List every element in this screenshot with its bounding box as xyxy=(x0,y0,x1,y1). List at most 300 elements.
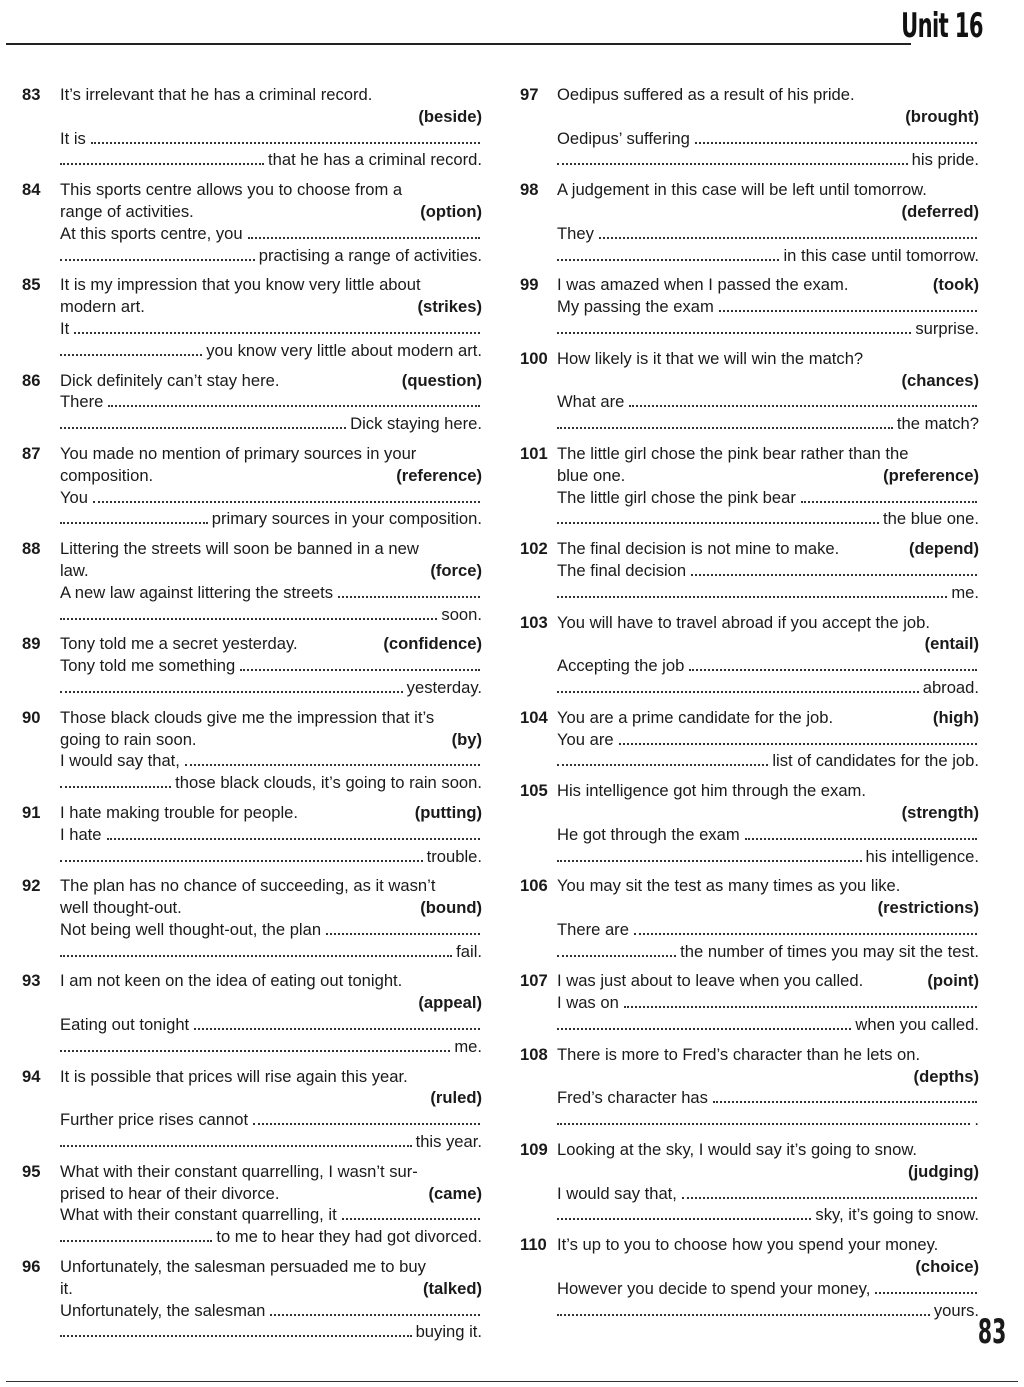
answer-line xyxy=(557,1087,979,1109)
answer-blank xyxy=(557,691,919,693)
answer-start: What with their constant quarrelling, it xyxy=(60,1205,337,1225)
prompt-sentence: You are a prime candidate for the job. xyxy=(557,707,834,727)
footer-rule xyxy=(6,1381,1018,1382)
keyword: (depths) xyxy=(913,1066,979,1086)
exercise-item xyxy=(520,538,979,603)
exercise-item xyxy=(22,1066,482,1153)
answer-blank xyxy=(557,860,862,862)
answer-blank xyxy=(557,955,676,957)
answer-blank xyxy=(270,1314,480,1316)
answer-end: those black clouds, it’s going to rain soon. xyxy=(175,773,482,793)
answer-line xyxy=(60,413,482,435)
prompt-sentence: You may sit the test as many times as you like. xyxy=(557,876,901,896)
exercise-item xyxy=(22,179,482,266)
prompt-sentence: Tony told me a secret yesterday. xyxy=(60,634,298,654)
answer-blank xyxy=(338,596,480,598)
prompt-sentence-continued: law. xyxy=(60,560,89,580)
answer-start: I was on xyxy=(557,993,619,1013)
answer-blank xyxy=(60,1240,212,1242)
answer-blank xyxy=(557,596,947,598)
answer-end: the match? xyxy=(896,414,979,434)
answer-line xyxy=(60,846,482,868)
answer-blank xyxy=(557,1028,851,1030)
prompt-sentence: The little girl chose the pink bear rather than the xyxy=(557,443,909,463)
prompt-sentence: It’s irrelevant that he has a criminal record. xyxy=(60,85,373,104)
answer-line xyxy=(60,149,482,171)
answer-end: his intelligence. xyxy=(865,846,979,866)
answer-line xyxy=(557,1014,979,1036)
keyword: (talked) xyxy=(422,1278,482,1298)
item-number: 95 xyxy=(22,1161,41,1181)
answer-blank xyxy=(745,838,977,840)
answer-line xyxy=(557,1109,979,1131)
answer-blank xyxy=(719,310,977,312)
answer-start: My passing the exam xyxy=(557,297,714,317)
answer-line xyxy=(557,560,979,582)
item-number: 110 xyxy=(520,1235,547,1255)
item-number: 90 xyxy=(22,707,41,727)
prompt-sentence: Dick definitely can’t stay here. xyxy=(60,370,280,390)
exercise-item xyxy=(22,274,482,361)
answer-line xyxy=(557,1300,979,1322)
keyword: (took) xyxy=(932,275,979,295)
keyword: (restrictions) xyxy=(877,898,979,918)
exercise-item xyxy=(22,633,482,698)
prompt-sentence-continued: it. xyxy=(60,1278,73,1298)
answer-line xyxy=(557,655,979,677)
answer-start: There xyxy=(60,392,104,412)
answer-line xyxy=(557,824,979,846)
answer-blank xyxy=(634,933,977,935)
answer-blank xyxy=(60,1335,412,1337)
answer-blank xyxy=(74,332,480,334)
answer-line xyxy=(60,677,482,699)
answer-blank xyxy=(557,259,779,261)
prompt-line xyxy=(557,707,979,729)
keyword: (came) xyxy=(428,1183,482,1203)
answer-end: soon. xyxy=(441,604,482,624)
answer-end: in this case until tomorrow. xyxy=(783,245,979,265)
keyword: (by) xyxy=(451,729,482,749)
exercise-item xyxy=(520,443,979,530)
prompt-sentence: There is more to Fred’s character than he lets on. xyxy=(557,1044,921,1064)
item-number: 106 xyxy=(520,876,548,896)
answer-blank xyxy=(60,427,346,429)
item-number: 104 xyxy=(520,707,548,727)
answer-blank xyxy=(60,691,403,693)
answer-end: trouble. xyxy=(426,846,482,866)
keyword: (putting) xyxy=(414,802,482,822)
item-number: 85 xyxy=(22,275,41,295)
prompt-line xyxy=(557,465,979,487)
answer-line xyxy=(557,508,979,530)
answer-start: You xyxy=(60,487,89,507)
answer-blank xyxy=(60,354,202,356)
answer-line xyxy=(557,941,979,963)
keyword: (bound) xyxy=(420,898,482,918)
answer-end: me. xyxy=(951,582,979,602)
answer-start: Tony told me something xyxy=(60,656,236,676)
answer-blank xyxy=(60,163,264,165)
exercise-item xyxy=(22,1256,482,1343)
keyword: (question) xyxy=(401,370,482,390)
answer-line xyxy=(60,772,482,794)
prompt-sentence-continued: composition. xyxy=(60,465,154,485)
answer-end: this year. xyxy=(415,1132,482,1152)
item-number: 86 xyxy=(22,370,41,390)
keyword: (depend) xyxy=(908,539,979,559)
exercise-item xyxy=(520,1139,979,1226)
answer-line xyxy=(60,750,482,772)
page-number: 83 xyxy=(977,1312,1006,1352)
answer-line xyxy=(60,391,482,413)
answer-end: primary sources in your composition. xyxy=(211,509,482,529)
answer-end: fail. xyxy=(456,941,482,961)
answer-blank xyxy=(691,574,977,576)
answer-blank xyxy=(60,259,255,261)
answer-start: Further price rises cannot xyxy=(60,1110,249,1130)
answer-line xyxy=(557,846,979,868)
answer-line xyxy=(60,1204,482,1226)
answer-line xyxy=(60,604,482,626)
answer-line xyxy=(557,582,979,604)
answer-blank xyxy=(240,669,480,671)
prompt-sentence: It is my impression that you know very little about xyxy=(60,275,421,295)
answer-blank xyxy=(108,405,480,407)
prompt-sentence: I am not keen on the idea of eating out tonight. xyxy=(60,971,403,991)
answer-blank xyxy=(557,427,893,429)
answer-line xyxy=(557,128,979,150)
keyword: (chances) xyxy=(901,370,979,390)
answer-start: What are xyxy=(557,392,625,412)
prompt-line xyxy=(60,1183,482,1205)
exercise-item xyxy=(22,1161,482,1248)
answer-end: . xyxy=(974,1110,979,1130)
item-number: 83 xyxy=(22,85,41,104)
answer-end: that he has a criminal record. xyxy=(268,150,482,170)
answer-blank xyxy=(60,860,423,862)
keyword: (choice) xyxy=(915,1257,979,1277)
prompt-sentence-continued: prised to hear of their divorce. xyxy=(60,1183,280,1203)
answer-blank xyxy=(194,1028,480,1030)
answer-start: I would say that, xyxy=(60,751,180,771)
answer-start: You are xyxy=(557,729,614,749)
prompt-sentence: Oedipus suffered as a result of his pride. xyxy=(557,85,855,104)
prompt-sentence: You will have to travel abroad if you accept the job. xyxy=(557,612,930,632)
item-number: 89 xyxy=(22,634,41,654)
keyword: (appeal) xyxy=(418,993,482,1013)
item-number: 88 xyxy=(22,539,41,559)
answer-line xyxy=(557,391,979,413)
item-number: 100 xyxy=(520,348,548,368)
prompt-sentence: It’s up to you to choose how you spend your money. xyxy=(557,1235,939,1255)
item-number: 92 xyxy=(22,876,41,896)
item-number: 94 xyxy=(22,1066,41,1086)
item-number: 108 xyxy=(520,1044,548,1064)
answer-end: abroad. xyxy=(922,677,979,697)
answer-start: Eating out tonight xyxy=(60,1015,190,1035)
prompt-line xyxy=(60,296,482,318)
exercise-item xyxy=(520,274,979,339)
item-number: 98 xyxy=(520,180,539,200)
answer-blank xyxy=(253,1123,480,1125)
answer-start: Oedipus’ suffering xyxy=(557,128,690,148)
answer-line xyxy=(60,1300,482,1322)
answer-blank xyxy=(624,1006,977,1008)
answer-start: A new law against littering the streets xyxy=(60,582,334,602)
answer-line xyxy=(60,487,482,509)
answer-blank xyxy=(713,1101,977,1103)
item-number: 103 xyxy=(520,612,548,632)
answer-end: me. xyxy=(454,1036,482,1056)
item-number: 101 xyxy=(520,443,548,463)
prompt-sentence-continued: modern art. xyxy=(60,297,145,317)
answer-line xyxy=(60,582,482,604)
keyword: (high) xyxy=(932,707,979,727)
answer-line xyxy=(60,223,482,245)
prompt-line xyxy=(60,633,482,655)
answer-start: The little girl chose the pink bear xyxy=(557,487,796,507)
answer-end: Dick staying here. xyxy=(350,414,482,434)
answer-blank xyxy=(557,764,768,766)
answer-line xyxy=(557,729,979,751)
answer-line xyxy=(557,677,979,699)
prompt-sentence: His intelligence got him through the exam. xyxy=(557,781,866,801)
answer-line xyxy=(60,245,482,267)
answer-end: the blue one. xyxy=(883,509,979,529)
answer-blank xyxy=(557,332,911,334)
item-number: 96 xyxy=(22,1257,41,1277)
keyword: (beside) xyxy=(418,106,482,126)
item-number: 105 xyxy=(520,781,548,801)
answer-line xyxy=(60,318,482,340)
item-number: 84 xyxy=(22,180,41,200)
answer-line xyxy=(60,128,482,150)
answer-blank xyxy=(107,838,480,840)
answer-line xyxy=(557,1204,979,1226)
prompt-line xyxy=(60,560,482,582)
prompt-sentence: Littering the streets will soon be banned in a new xyxy=(60,539,419,559)
prompt-line xyxy=(60,1278,482,1300)
answer-start: I hate xyxy=(60,824,102,844)
answer-blank xyxy=(342,1218,480,1220)
answer-blank xyxy=(60,618,437,620)
prompt-sentence: Looking at the sky, I would say it’s going to snow. xyxy=(557,1140,918,1160)
answer-line xyxy=(60,508,482,530)
item-number: 91 xyxy=(22,802,41,822)
prompt-line xyxy=(60,370,482,392)
answer-end: the number of times you may sit the test. xyxy=(680,941,979,961)
keyword: (reference) xyxy=(396,465,482,485)
prompt-sentence: A judgement in this case will be left until tomorrow. xyxy=(557,180,927,200)
answer-line xyxy=(557,1278,979,1300)
keyword: (judging) xyxy=(908,1161,979,1181)
keyword: (ruled) xyxy=(430,1088,482,1108)
answer-end: yesterday. xyxy=(406,677,482,697)
exercise-item xyxy=(520,875,979,962)
answer-blank xyxy=(629,405,977,407)
answer-line xyxy=(557,245,979,267)
answer-line xyxy=(557,413,979,435)
prompt-line xyxy=(60,465,482,487)
answer-start: However you decide to spend your money, xyxy=(557,1278,871,1298)
answer-blank xyxy=(875,1292,977,1294)
answer-blank xyxy=(557,1123,970,1125)
prompt-sentence: I hate making trouble for people. xyxy=(60,802,298,822)
item-number: 97 xyxy=(520,85,539,104)
answer-end: to me to hear they had got divorced. xyxy=(216,1227,482,1247)
prompt-line xyxy=(557,970,979,992)
prompt-sentence-continued: well thought-out. xyxy=(60,898,182,918)
answer-blank xyxy=(695,142,977,144)
keyword: (preference) xyxy=(883,465,979,485)
keyword: (option) xyxy=(420,201,482,221)
answer-blank xyxy=(557,1314,930,1316)
exercise-item xyxy=(520,970,979,1035)
answer-end: you know very little about modern art. xyxy=(206,340,482,360)
answer-blank xyxy=(689,669,977,671)
answer-end: list of candidates for the job. xyxy=(772,751,979,771)
prompt-sentence: This sports centre allows you to choose from a xyxy=(60,180,403,200)
answer-line xyxy=(60,941,482,963)
prompt-line xyxy=(60,802,482,824)
answer-line xyxy=(557,296,979,318)
answer-blank xyxy=(60,522,208,524)
answer-line xyxy=(60,1131,482,1153)
answer-end: sky, it’s going to snow. xyxy=(815,1205,979,1225)
answer-line xyxy=(557,487,979,509)
answer-end: yours. xyxy=(933,1300,979,1320)
exercise-item xyxy=(520,1044,979,1131)
prompt-line xyxy=(557,274,979,296)
answer-blank xyxy=(557,163,908,165)
keyword: (brought) xyxy=(905,106,979,126)
keyword: (confidence) xyxy=(383,634,482,654)
answer-line xyxy=(557,318,979,340)
answer-line xyxy=(60,1226,482,1248)
prompt-line xyxy=(60,897,482,919)
answer-blank xyxy=(682,1197,977,1199)
prompt-sentence: The plan has no chance of succeeding, as it wasn’t xyxy=(60,876,436,896)
exercise-item xyxy=(22,875,482,962)
answer-blank xyxy=(185,764,480,766)
prompt-sentence: You made no mention of primary sources in your xyxy=(60,443,417,463)
answer-blank xyxy=(93,501,480,503)
item-number: 87 xyxy=(22,443,41,463)
answer-start: I would say that, xyxy=(557,1183,677,1203)
right-column xyxy=(520,84,979,1329)
prompt-sentence-continued: going to rain soon. xyxy=(60,729,197,749)
answer-line xyxy=(60,1321,482,1343)
prompt-sentence: Unfortunately, the salesman persuaded me to buy xyxy=(60,1257,426,1277)
prompt-sentence: Those black clouds give me the impression that it’s xyxy=(60,707,435,727)
answer-line xyxy=(557,992,979,1014)
exercise-item xyxy=(520,707,979,772)
prompt-sentence: What with their constant quarrelling, I wasn’t sur- xyxy=(60,1161,418,1181)
exercise-item xyxy=(22,538,482,625)
item-number: 102 xyxy=(520,539,548,559)
exercise-item xyxy=(22,443,482,530)
exercise-item xyxy=(22,370,482,435)
answer-start: Fred’s character has xyxy=(557,1088,708,1108)
answer-start: Not being well thought-out, the plan xyxy=(60,919,322,939)
answer-line xyxy=(557,223,979,245)
prompt-sentence: The final decision is not mine to make. xyxy=(557,539,840,559)
header-rule xyxy=(6,43,911,45)
answer-end: practising a range of activities. xyxy=(258,245,482,265)
answer-blank xyxy=(619,743,977,745)
answer-line xyxy=(60,655,482,677)
exercise-item xyxy=(22,84,482,171)
answer-end: his pride. xyxy=(911,150,979,170)
prompt-line xyxy=(557,538,979,560)
answer-line xyxy=(60,340,482,362)
answer-blank xyxy=(60,786,171,788)
answer-blank xyxy=(557,522,879,524)
answer-blank xyxy=(91,142,480,144)
answer-start: They xyxy=(557,223,594,243)
answer-blank xyxy=(60,1145,412,1147)
answer-blank xyxy=(801,501,977,503)
answer-blank xyxy=(248,237,480,239)
unit-title: Unit 16 xyxy=(901,6,983,46)
keyword: (strikes) xyxy=(417,297,482,317)
prompt-sentence: I was amazed when I passed the exam. xyxy=(557,275,849,295)
answer-start: There are xyxy=(557,919,629,939)
answer-start: He got through the exam xyxy=(557,824,740,844)
answer-line xyxy=(557,1183,979,1205)
item-number: 93 xyxy=(22,971,41,991)
answer-line xyxy=(60,919,482,941)
answer-blank xyxy=(60,1050,450,1052)
answer-end: surprise. xyxy=(915,318,979,338)
answer-line xyxy=(60,824,482,846)
answer-start: It is xyxy=(60,128,86,148)
exercise-item xyxy=(520,1234,979,1321)
exercise-item xyxy=(520,179,979,266)
answer-blank xyxy=(557,1218,811,1220)
prompt-sentence: It is possible that prices will rise again this year. xyxy=(60,1066,408,1086)
answer-start: Unfortunately, the salesman xyxy=(60,1300,266,1320)
exercise-item xyxy=(520,612,979,699)
answer-line xyxy=(557,750,979,772)
answer-end: when you called. xyxy=(855,1015,979,1035)
keyword: (entail) xyxy=(924,634,979,654)
item-number: 107 xyxy=(520,971,548,991)
prompt-sentence: How likely is it that we will win the match? xyxy=(557,348,864,368)
keyword: (strength) xyxy=(901,802,979,822)
answer-line xyxy=(557,919,979,941)
answer-start: Accepting the job xyxy=(557,656,685,676)
exercise-item xyxy=(520,84,979,171)
left-column xyxy=(22,84,482,1351)
keyword: (force) xyxy=(430,560,482,580)
answer-blank xyxy=(60,955,452,957)
answer-start: It xyxy=(60,318,70,338)
answer-line xyxy=(60,1109,482,1131)
exercise-item xyxy=(520,780,979,867)
exercise-item xyxy=(520,348,979,435)
keyword: (deferred) xyxy=(901,201,979,221)
prompt-sentence-continued: range of activities. xyxy=(60,201,194,221)
answer-blank xyxy=(599,237,977,239)
answer-line xyxy=(60,1014,482,1036)
item-number: 99 xyxy=(520,275,539,295)
prompt-line xyxy=(60,729,482,751)
prompt-sentence-continued: blue one. xyxy=(557,465,626,485)
answer-start: At this sports centre, you xyxy=(60,223,243,243)
item-number: 109 xyxy=(520,1140,548,1160)
